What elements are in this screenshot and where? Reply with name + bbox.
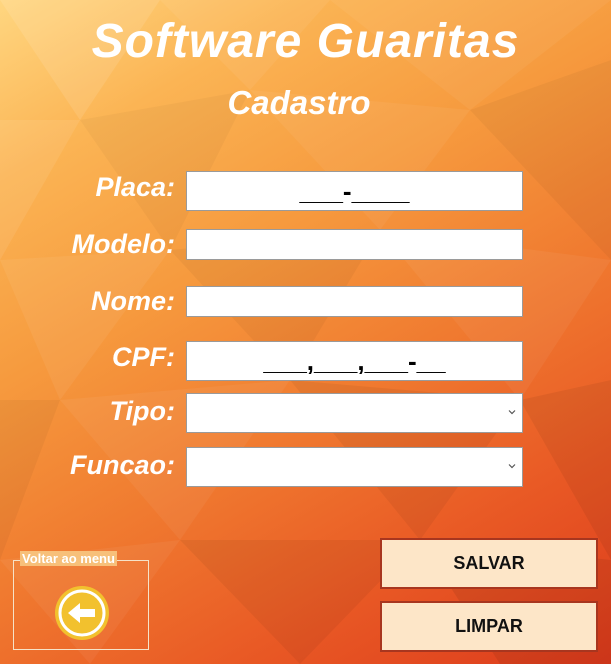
tipo-label: Tipo: — [109, 396, 175, 426]
nome-label: Nome: — [90, 286, 175, 316]
save-button[interactable]: SALVAR — [380, 538, 598, 589]
back-to-menu-label: Voltar ao menu — [22, 551, 115, 566]
funcao-label: Funcao: — [70, 450, 175, 480]
back-to-menu-group — [13, 551, 149, 650]
clear-button[interactable]: LIMPAR — [380, 601, 598, 652]
placa-label: Placa: — [95, 172, 175, 202]
modelo-label: Modelo: — [71, 229, 175, 259]
app-title: Software Guaritas — [91, 15, 520, 68]
modelo-field-box — [186, 229, 523, 260]
tipo-select[interactable] — [186, 393, 523, 433]
cpf-label: CPF: — [112, 342, 175, 372]
cpf-input[interactable] — [187, 342, 522, 380]
back-arrow-icon[interactable] — [53, 584, 111, 642]
chevron-down-icon[interactable] — [507, 461, 517, 471]
modelo-input[interactable] — [187, 230, 522, 259]
cpf-field-box — [186, 341, 523, 381]
page-subtitle: Cadastro — [227, 84, 371, 121]
chevron-down-icon[interactable] — [507, 407, 517, 417]
nome-field-box — [186, 286, 523, 317]
placa-input[interactable] — [187, 172, 522, 210]
placa-field-box — [186, 171, 523, 211]
funcao-select[interactable] — [186, 447, 523, 487]
nome-input[interactable] — [187, 287, 522, 316]
